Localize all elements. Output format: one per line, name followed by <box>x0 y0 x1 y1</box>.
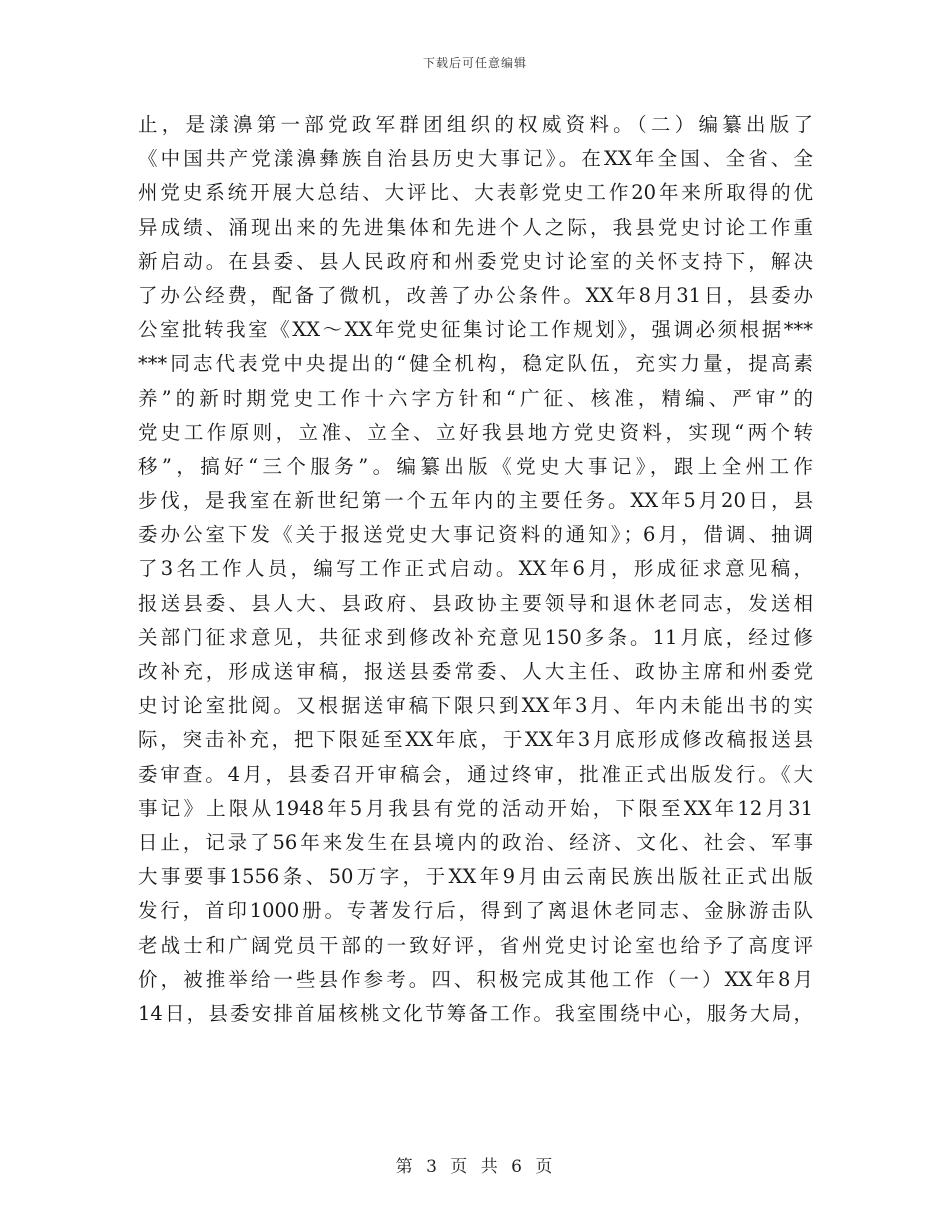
body-line: 养”的新时期党史工作十六字方针和“广征、核准，精编、严审”的 <box>138 386 813 410</box>
page-header-note: 下载后可任意编辑 <box>422 56 527 70</box>
body-line: 史讨论室批阅。又根据送审稿下限只到XX年3月、年内未能出书的实 <box>138 694 813 718</box>
body-line: 了办公经费，配备了微机，改善了办公条件。XX年8月31日，县委办 <box>138 283 813 307</box>
body-line: 价，被推举给一些县作参考。四、积极完成其他工作（一）XX年8月 <box>138 967 813 991</box>
body-line: 发行，首印1000册。专著发行后，得到了离退休老同志、金脉游击队 <box>138 899 813 923</box>
body-line: ***同志代表党中央提出的“健全机构，稳定队伍，充实力量，提高素 <box>138 352 813 376</box>
body-line: 委办公室下发《关于报送党史大事记资料的通知》；6月，借调、抽调 <box>138 523 813 547</box>
body-line: 《中国共产党漾濞彝族自治县历史大事记》。在XX年全国、全省、全 <box>138 147 813 171</box>
body-line: 公室批转我室《XX～XX年党史征集讨论工作规划》，强调必须根据*** <box>138 318 813 342</box>
body-line: 日止，记录了56年来发生在县境内的政治、经济、文化、社会、军事 <box>138 830 813 854</box>
body-line: 改补充，形成送审稿，报送县委常委、人大主任、政协主席和州委党 <box>138 660 813 683</box>
document-body <box>138 108 813 1031</box>
body-line: 州党史系统开展大总结、大评比、大表彰党史工作20年来所取得的优 <box>138 181 813 205</box>
body-line: 新启动。在县委、县人民政府和州委党史讨论室的关怀支持下，解决 <box>138 249 813 273</box>
body-line: 止，是漾濞第一部党政军群团组织的权威资料。（二）编纂出版了 <box>138 113 813 136</box>
body-line: 党史工作原则，立准、立全、立好我县地方党史资料，实现“两个转 <box>138 420 813 444</box>
page-number: 第 3 页 共 6 页 <box>395 1157 555 1177</box>
body-line: 关部门征求意见，共征求到修改补充意见150多条。11月底，经过修 <box>138 625 813 649</box>
body-line: 异成绩、涌现出来的先进集体和先进个人之际，我县党史讨论工作重 <box>138 215 813 239</box>
body-line: 际，突击补充，把下限延至XX年底，于XX年3月底形成修改稿报送县 <box>138 728 813 752</box>
body-line: 事记》上限从1948年5月我县有党的活动开始，下限至XX年12月31 <box>138 796 813 820</box>
body-line: 老战士和广阔党员干部的一致好评，省州党史讨论室也给予了高度评 <box>138 933 813 957</box>
body-line: 移”，搞好“三个服务”。编纂出版《党史大事记》，跟上全州工作 <box>138 454 813 478</box>
body-line: 报送县委、县人大、县政府、县政协主要领导和退休老同志，发送相 <box>138 591 813 615</box>
body-line: 14日，县委安排首届核桃文化节筹备工作。我室围绕中心，服务大局， <box>138 1001 813 1025</box>
body-line: 大事要事1556条、50万字，于XX年9月由云南民族出版社正式出版 <box>138 865 813 889</box>
body-line: 步伐，是我室在新世纪第一个五年内的主要任务。XX年5月20日，县 <box>138 489 813 513</box>
body-line: 委审查。4月，县委召开审稿会，通过终审，批准正式出版发行。《大 <box>138 762 813 786</box>
body-line: 了3名工作人员，编写工作正式启动。XX年6月，形成征求意见稿， <box>138 557 813 581</box>
